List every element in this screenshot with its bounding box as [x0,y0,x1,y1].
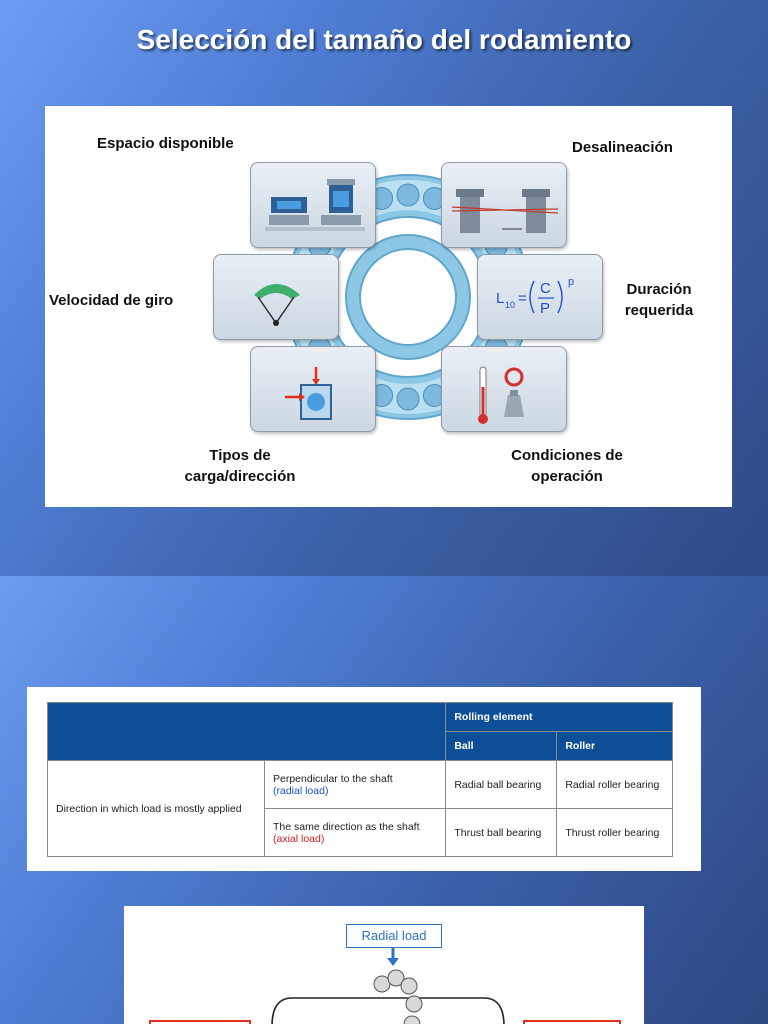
radial-load-text: (radial load) [273,784,329,797]
row-label: Direction in which load is mostly applied [48,761,265,857]
header-rolling-element: Rolling element [446,703,673,732]
table-header-blank [48,703,446,761]
header-roller: Roller [557,732,673,761]
ball-cell: Radial ball bearing [446,761,557,809]
bearing-type-table [47,702,673,857]
life-formula-icon [478,255,602,339]
axial-load-text: (axial load) [273,832,325,845]
bearing-ball [397,184,419,206]
tile-misalignment-icon [441,162,567,248]
label-misalignment: Desalineación [572,139,673,156]
svg-text:L: L [496,290,505,307]
radial-load-label: Radial load [346,924,442,948]
table-row [48,761,673,809]
bearing-selection-diagram [45,106,732,507]
label-life: Duración requerida [624,281,694,319]
header-ball: Ball [446,732,557,761]
tile-conditions-icon [441,346,567,432]
tile-life-formula [477,254,603,340]
label-space: Espacio disponible [97,135,234,152]
tile-load-icon [250,346,376,432]
svg-text:p: p [568,276,575,288]
label-load: Tipos de carga/dirección [184,447,296,485]
roller-cell: Radial roller bearing [557,761,673,809]
bearing-ball [397,388,419,410]
direction-cell: The same direction as the shaft (axial load) [265,809,446,857]
svg-text:=: = [518,290,527,307]
direction-cell: Perpendicular to the shaft (radial load) [265,761,446,809]
svg-text:P: P [540,300,551,317]
slide-title: Selección del tamaño del rodamiento [136,24,632,55]
label-speed: Velocidad de giro [49,292,174,309]
tile-speed-icon [213,254,339,340]
slide-2 [0,576,768,1024]
svg-text:10: 10 [505,300,516,310]
svg-text:C: C [540,280,551,297]
ball-cell: Thrust ball bearing [446,809,557,857]
tile-space-icon [250,162,376,248]
shaft-bearing-icon [124,906,644,1024]
bearing-type-table-panel [27,687,701,871]
label-conditions: Condiciones de operación [511,447,623,485]
radial-load-figure [124,906,644,1024]
roller-cell: Thrust roller bearing [557,809,673,857]
